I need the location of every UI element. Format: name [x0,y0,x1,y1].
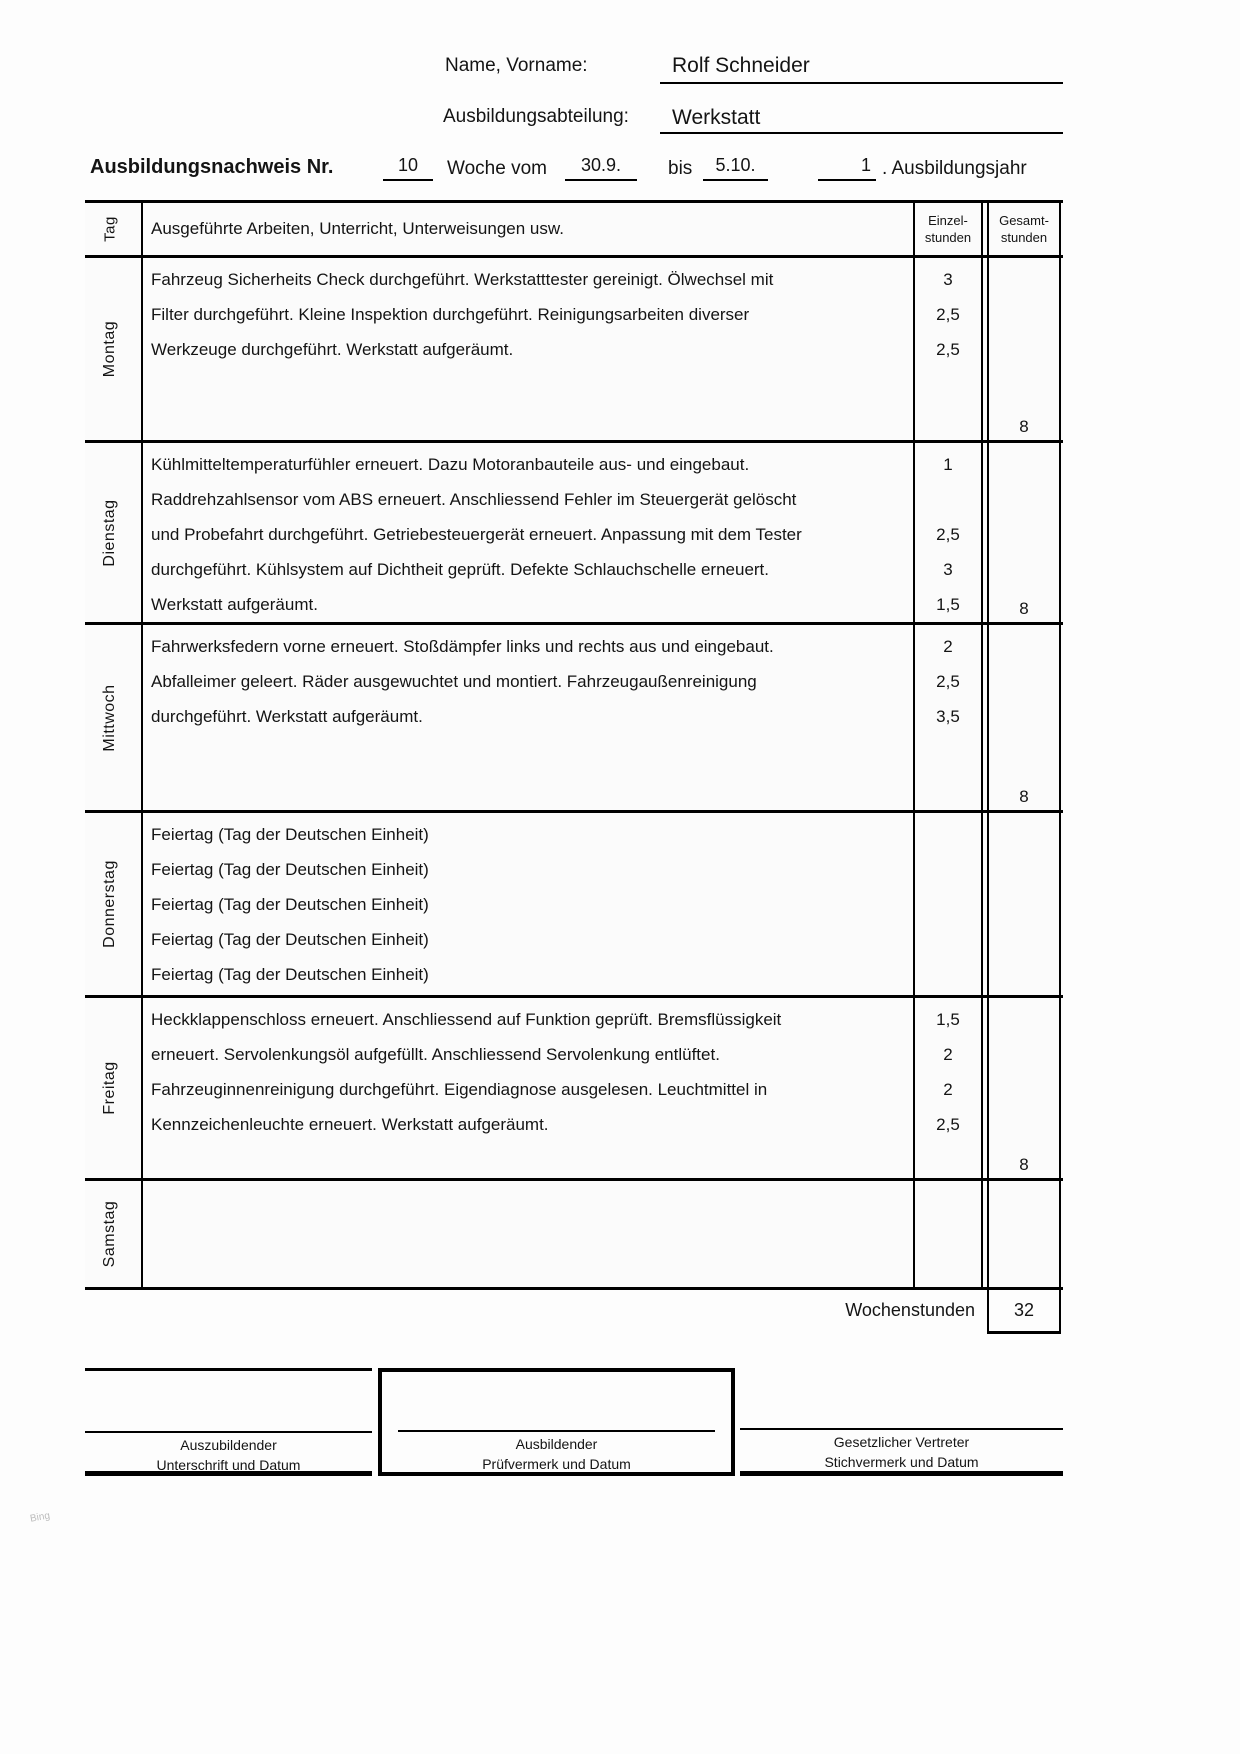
task-line: Feiertag (Tag der Deutschen Einheit) [151,825,429,844]
hours-value [915,957,981,992]
sig-box-guardian [740,1368,1063,1476]
hours-value: 1,5 [936,1010,960,1029]
week-total-row [85,1290,1063,1334]
day-label-cell [85,258,135,440]
total-hours-cell[interactable] [987,625,1061,810]
week-table [85,200,1063,1334]
table-header-row [85,200,1063,255]
name-value: Rolf Schneider [672,54,810,77]
hours-value: 2,5 [936,1115,960,1134]
day-name: Donnerstag [101,860,118,948]
sig-title: Auszubildender [180,1437,277,1453]
week-from-value: 30.9. [580,155,622,175]
week-from-field[interactable] [565,150,637,181]
day-label-cell [85,998,135,1178]
hours-value: 2 [943,1080,953,1099]
day-label-cell [85,625,135,810]
week-total-label: Wochenstunden [845,1300,975,1320]
year-number: 1 [860,155,871,175]
signature-line[interactable] [398,1430,715,1432]
total-hours-cell[interactable] [987,998,1061,1178]
year-field[interactable] [818,150,876,181]
day-label-cell [85,813,135,995]
task-line: Fahrwerksfedern vorne erneuert. Stoßdämpfer links und rechts aus und eingebaut. [151,637,774,656]
single-hours-cell[interactable] [913,998,983,1178]
sig-title: Gesetzlicher Vertreter [833,1434,970,1450]
sig-title: Ausbildender [515,1436,598,1452]
day-total-value: 8 [1019,599,1029,618]
task-line: Werkstatt aufgeräumt. [151,595,318,614]
sig-box-trainer [378,1368,735,1476]
tasks-cell[interactable] [141,1181,913,1287]
col-header-tasks: Ausgeführte Arbeiten, Unterricht, Unterweisungen usw. [141,203,913,255]
day-row-freitag [85,995,1063,1178]
task-line: Kennzeichenleuchte erneuert. Werkstatt aufgeräumt. [151,1115,549,1134]
day-name: Freitag [101,1061,118,1115]
hours-value: 1 [943,455,953,474]
total-hours-cell[interactable] [987,258,1061,440]
hours-value [915,817,981,852]
col-header-total-hours [987,203,1061,255]
header-day-cell [85,203,135,255]
signature-line[interactable] [740,1428,1063,1430]
day-name: Montag [101,320,118,378]
sig-box-trainee [85,1368,372,1476]
week-total-cell[interactable] [987,1290,1061,1334]
tasks-cell[interactable] [141,813,913,995]
single-hours-cell[interactable] [913,1181,983,1287]
task-line: durchgeführt. Kühlsystem auf Dichtheit geprüft. Defekte Schlauchschelle erneuert. [151,560,770,579]
day-row-donnerstag [85,810,1063,995]
record-number: 10 [397,155,419,175]
name-field[interactable] [660,50,1063,84]
tasks-cell[interactable] [141,258,913,440]
total-hours-line2: stunden [1000,230,1048,245]
single-hours-line2: stunden [924,230,972,245]
bis-label: bis [668,158,693,179]
task-line: Kühlmitteltemperaturfühler erneuert. Dazu Motoranbauteile aus- und eingebaut. [151,455,750,474]
hours-value: 2,5 [936,305,960,324]
day-row-mittwoch [85,622,1063,810]
day-name: Mittwoch [101,683,118,752]
tasks-cell[interactable] [141,625,913,810]
form-title: Ausbildungsnachweis Nr. [90,156,334,178]
year-suffix-label: . Ausbildungsjahr [882,158,1027,179]
day-name: Dienstag [101,498,118,567]
hours-value: 3 [943,270,953,289]
department-label: Ausbildungsabteilung: [443,106,629,127]
week-to-field[interactable] [703,150,768,181]
task-line: Werkzeuge durchgeführt. Werkstatt aufgeräumt. [151,340,514,359]
department-value: Werkstatt [672,106,761,129]
day-label-cell [85,443,135,622]
tasks-cell[interactable] [141,443,913,622]
name-label: Name, Vorname: [445,55,588,76]
week-to-value: 5.10. [715,155,756,175]
hours-value [915,482,981,517]
task-line: Raddrehzahlsensor vom ABS erneuert. Anschliessend Fehler im Steuergerät gelöscht [151,490,797,509]
hours-value [915,887,981,922]
hours-value: 2,5 [936,340,960,359]
day-label-cell [85,1181,135,1287]
hours-value: 2 [943,1045,953,1064]
tasks-cell[interactable] [141,998,913,1178]
watermark: Bing [29,1510,51,1525]
hours-value: 1,5 [936,595,960,614]
single-hours-cell[interactable] [913,813,983,995]
task-line: und Probefahrt durchgeführt. Getriebesteuergerät erneuert. Anpassung mit dem Tester [151,525,802,544]
task-line: durchgeführt. Werkstatt aufgeräumt. [151,707,423,726]
single-hours-line1: Einzel- [928,213,968,228]
col-header-day: Tag [101,216,119,242]
week-from-label: Woche vom [447,158,547,179]
signature-line[interactable] [85,1431,372,1433]
sig-subtitle: Stichvermerk und Datum [824,1454,979,1470]
hours-value: 3 [943,560,953,579]
hours-value: 2,5 [936,672,960,691]
task-line: Feiertag (Tag der Deutschen Einheit) [151,930,429,949]
task-line: Feiertag (Tag der Deutschen Einheit) [151,895,429,914]
day-total-value: 8 [1019,417,1029,436]
day-total-value: 8 [1019,787,1029,806]
signature-section [85,1368,1063,1476]
department-field[interactable] [660,102,1063,134]
day-row-dienstag [85,440,1063,622]
total-hours-cell[interactable] [987,813,1061,995]
hours-value [915,852,981,887]
task-line: erneuert. Servolenkungsöl aufgefüllt. Anschliessend Servolenkung entlüftet. [151,1045,720,1064]
col-header-single-hours [913,203,983,255]
sig-subtitle: Unterschrift und Datum [156,1457,301,1473]
task-line: Fahrzeuginnenreinigung durchgeführt. Eigendiagnose ausgelesen. Leuchtmittel in [151,1080,768,1099]
task-line: Heckklappenschloss erneuert. Anschliessend auf Funktion geprüft. Bremsflüssigkeit [151,1010,782,1029]
total-hours-line1: Gesamt- [999,213,1049,228]
day-row-montag [85,255,1063,440]
task-line: Feiertag (Tag der Deutschen Einheit) [151,860,429,879]
day-name: Samstag [101,1200,118,1268]
single-hours-cell[interactable] [913,258,983,440]
total-hours-cell[interactable] [987,443,1061,622]
hours-value: 2,5 [936,525,960,544]
sig-subtitle: Prüfvermerk und Datum [482,1456,631,1472]
single-hours-cell[interactable] [913,625,983,810]
hours-value [915,922,981,957]
task-line: Feiertag (Tag der Deutschen Einheit) [151,965,429,984]
task-line: Fahrzeug Sicherheits Check durchgeführt. Werkstatttester gereinigt. Ölwechsel mit [151,270,774,289]
task-line: Abfalleimer geleert. Räder ausgewuchtet und montiert. Fahrzeugaußenreinigung [151,672,757,691]
total-hours-cell[interactable] [987,1181,1061,1287]
day-row-samstag [85,1178,1063,1290]
hours-value: 2 [943,637,953,656]
record-number-field[interactable] [383,150,433,181]
hours-value: 3,5 [936,707,960,726]
day-total-value: 8 [1019,1155,1029,1174]
task-line: Filter durchgeführt. Kleine Inspektion durchgeführt. Reinigungsarbeiten diverser [151,305,750,324]
week-total-value: 32 [1013,1300,1035,1320]
single-hours-cell[interactable] [913,443,983,622]
